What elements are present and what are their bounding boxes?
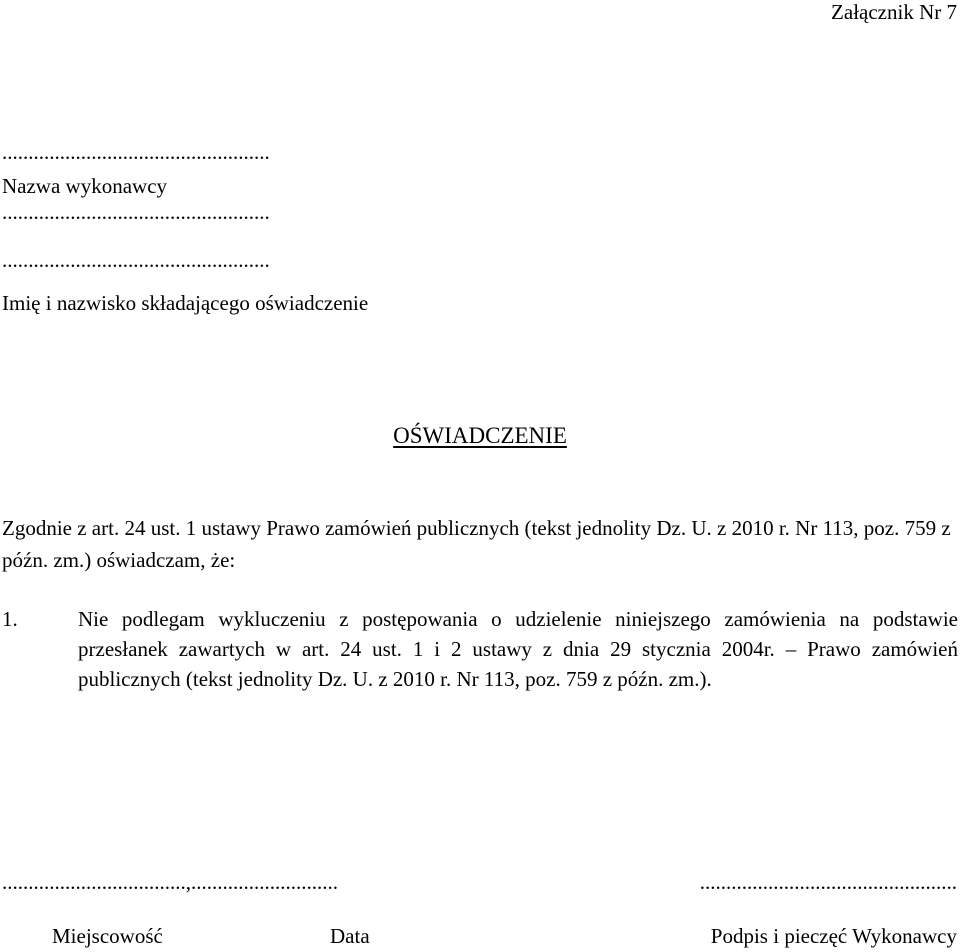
signature-label: Podpis i pieczęć Wykonawcy [710,924,957,948]
annex-number: Załącznik Nr 7 [831,0,957,24]
point-text: Nie podlegam wykluczeniu z postępowania o udzielenie niniejszego zamówienia na podstawie przesłanek zawartych w art. 24 ust. 1 i 2 ustawy z dnia 29 stycznia 2004r. – Prawo zamówień publicznych (tekst jednolity Dz. U. z 2010 r. Nr 113, poz. 759 z późn. zm.). [78,607,958,691]
place-date-blank: ...................................,............................ [2,870,338,894]
signature-blank: ................................................. [699,870,957,894]
signer-name-blank-1: ................................................... [2,200,270,224]
contractor-name-blank: ................................................... [2,140,270,164]
signer-name-label: Imię i nazwisko składającego oświadczenie [2,291,369,315]
intro-paragraph: Zgodnie z art. 24 ust. 1 ustawy Prawo zamówień publicznych (tekst jednolity Dz. U. z 2010 r. Nr 113, poz. 759 z późn. zm.) oświadczam, że: [2,516,951,572]
place-label: Miejscowość [52,924,163,948]
declaration-point [2,604,958,694]
signer-name-blank-2: ................................................... [2,248,270,272]
point-number: 1. [2,607,18,631]
document-title: OŚWIADCZENIE [393,423,567,448]
date-label: Data [330,924,370,948]
contractor-name-label: Nazwa wykonawcy [2,174,168,198]
